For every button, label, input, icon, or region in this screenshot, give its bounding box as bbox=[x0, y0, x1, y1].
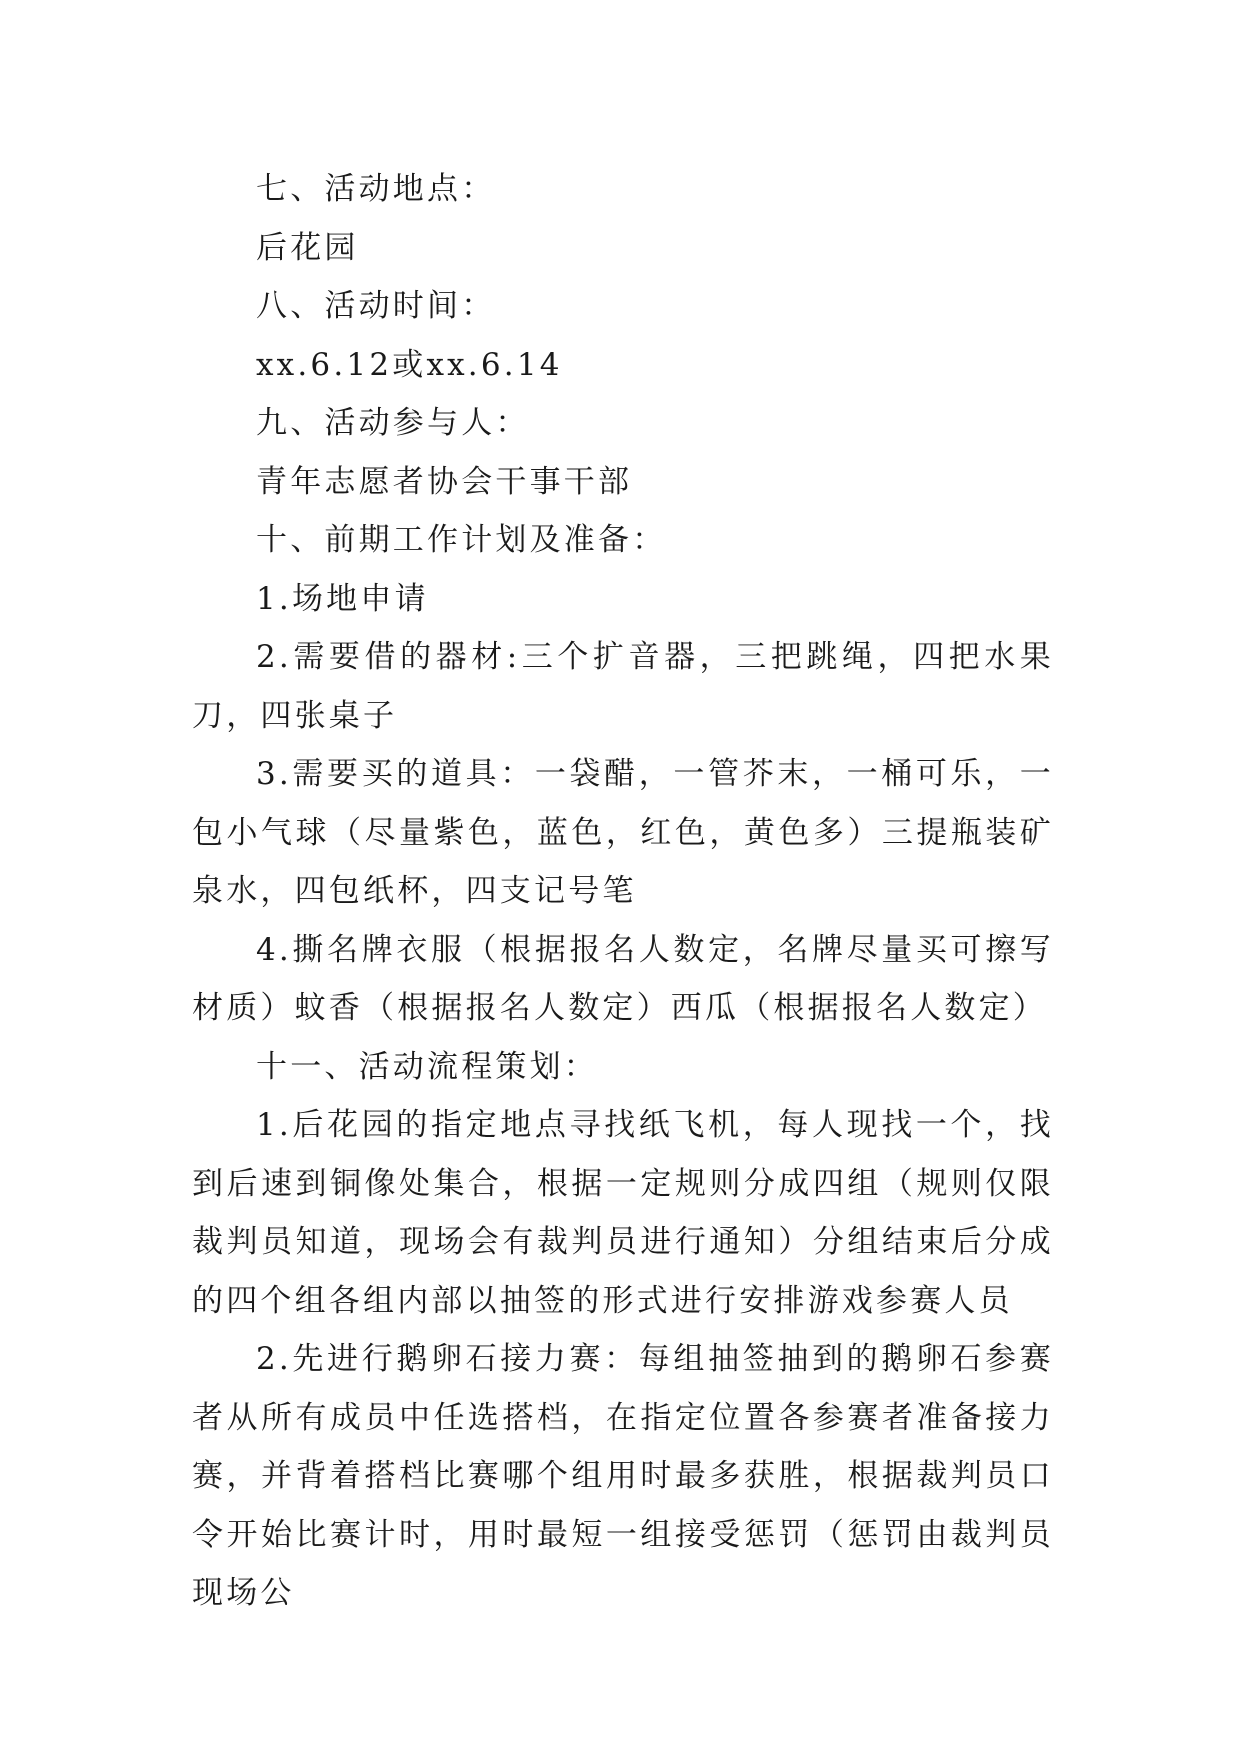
time-text: xx.6.12或xx.6.14 bbox=[256, 346, 563, 383]
heading-time: 八、活动时间： bbox=[256, 288, 496, 324]
heading-process: 十一、活动流程策划： bbox=[256, 1048, 598, 1085]
prep-item-3: 3.需要买的道具：一袋醋，一管芥末，一桶可乐，一包小气球（尽量紫色，蓝色，红色，黄色多）三提瓶装矿泉水，四包纸杯，四支记号笔 bbox=[192, 756, 1054, 909]
process-item-1: 1.后花园的指定地点寻找纸飞机，每人现找一个，找到后速到铜像处集合，根据一定规则分成四组（规则仅限裁判员知道，现场会有裁判员进行通知）分组结束后分成的四个组各组内部以抽签的形式进行安排游戏参赛人员 bbox=[192, 1107, 1054, 1319]
heading-location: 七、活动地点： bbox=[256, 171, 496, 207]
participants-text: 青年志愿者协会干事干部 bbox=[256, 463, 633, 500]
heading-preparation: 十、前期工作计划及准备： bbox=[256, 522, 667, 558]
heading-participants: 九、活动参与人： bbox=[256, 405, 530, 441]
prep-item-1: 1.场地申请 bbox=[256, 580, 429, 617]
location-text: 后花园 bbox=[256, 229, 359, 266]
prep-item-2: 2.需要借的器材:三个扩音器，三把跳绳，四把水果刀，四张桌子 bbox=[192, 639, 1054, 734]
document-body bbox=[192, 160, 1054, 1623]
prep-item-4: 4.撕名牌衣服（根据报名人数定，名牌尽量买可擦写材质）蚊香（根据报名人数定）西瓜（根据报名人数定） bbox=[192, 931, 1054, 1026]
process-item-2: 2.先进行鹅卵石接力赛：每组抽签抽到的鹅卵石参赛者从所有成员中任选搭档，在指定位置各参赛者准备接力赛，并背着搭档比赛哪个组用时最多获胜，根据裁判员口令开始比赛计时，用时最短一组接受惩罚（惩罚由裁判员现场公 bbox=[192, 1341, 1054, 1611]
